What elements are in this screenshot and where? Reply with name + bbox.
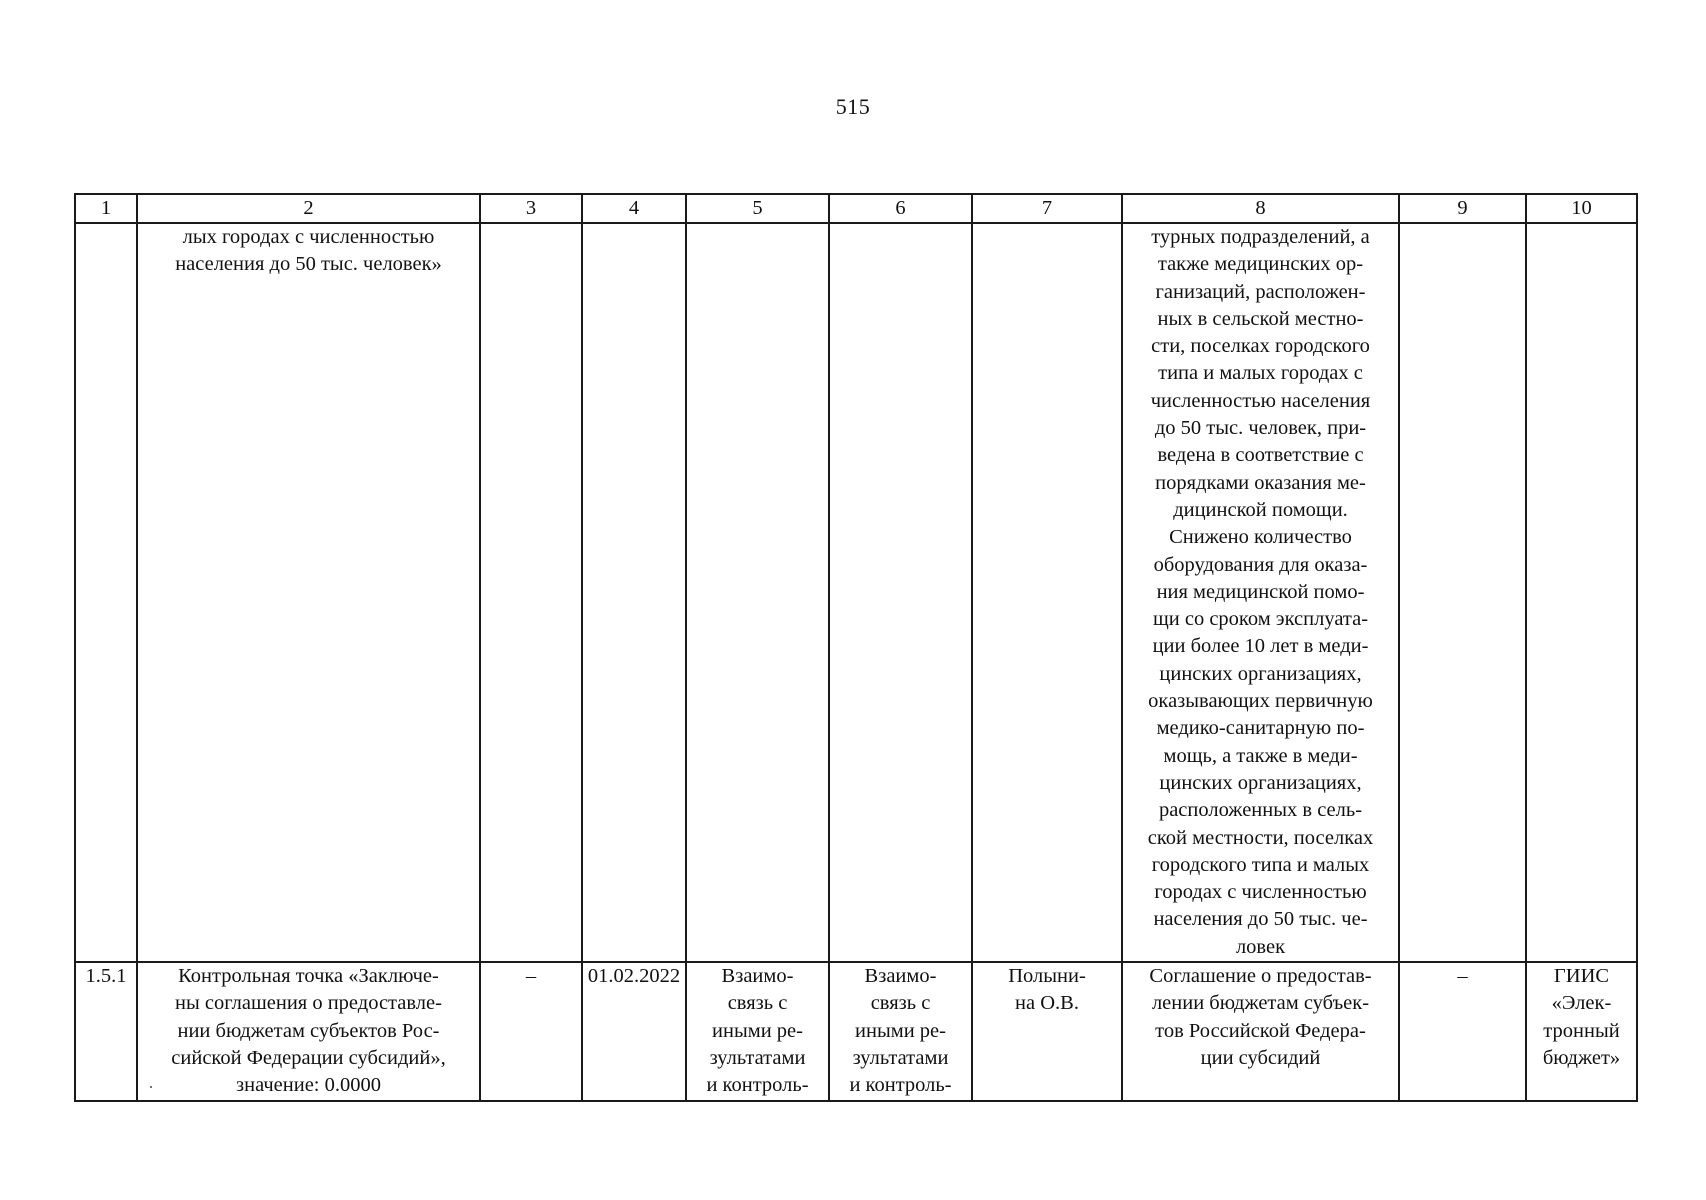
table-row — [75, 962, 1637, 1100]
cell-number — [75, 223, 137, 962]
column-header: 1 — [75, 194, 137, 223]
scan-speck — [150, 1086, 152, 1088]
cell-level: – — [1399, 962, 1526, 1100]
cell-level — [1399, 223, 1526, 962]
column-header: 3 — [480, 194, 582, 223]
column-header: 6 — [829, 194, 972, 223]
cell-name: Контрольная точка «Заключе- ны соглашения о предоставле- нии бюджетам субъектов Рос- сийской Федерации субсидий», значение: 0.0000 — [137, 962, 480, 1100]
column-header: 9 — [1399, 194, 1526, 223]
cell-name: лых городах с численностью населения до 50 тыс. человек» — [137, 223, 480, 962]
cell-predecessors: Взаимо- связь с иными ре- зультатами и контроль- — [686, 962, 829, 1100]
column-header: 7 — [972, 194, 1122, 223]
cell-end-date — [582, 223, 686, 962]
table-row-continuation — [75, 223, 1637, 962]
cell-start-date: – — [480, 962, 582, 1100]
column-header: 5 — [686, 194, 829, 223]
cell-info-system — [1526, 223, 1637, 962]
cell-result-description: Соглашение о предостав- лении бюджетам субъек- тов Российской Федера- ции субсидий — [1122, 962, 1399, 1100]
column-header: 8 — [1122, 194, 1399, 223]
page-number: 515 — [835, 94, 871, 119]
table-header-row — [75, 194, 1637, 223]
column-header: 4 — [582, 194, 686, 223]
column-header: 2 — [137, 194, 480, 223]
document-table — [74, 193, 1638, 1102]
cell-successors — [829, 223, 972, 962]
cell-end-date: 01.02.2022 — [582, 962, 686, 1100]
cell-number: 1.5.1 — [75, 962, 137, 1100]
cell-start-date — [480, 223, 582, 962]
column-header: 10 — [1526, 194, 1637, 223]
cell-successors: Взаимо- связь с иными ре- зультатами и контроль- — [829, 962, 972, 1100]
cell-predecessors — [686, 223, 829, 962]
cell-responsible: Полыни- на О.В. — [972, 962, 1122, 1100]
document-table-container — [74, 193, 1636, 1102]
cell-responsible — [972, 223, 1122, 962]
cell-info-system: ГИИС «Элек- тронный бюджет» — [1526, 962, 1637, 1100]
cell-result-description: турных подразделений, а также медицинских ор- ганизаций, расположен- ных в сельской местно- сти, поселках городского типа и малых городах с численностью населения до 50 тыс. человек, при- ведена в соответствие с порядками оказания ме- дицинской помощи. Снижено количество оборудования для оказа- ния медицинской помо- щи со сроком эксплуата- ции более 10 лет в меди- цинских организациях, оказывающих первичную медико-санитарную по- мощь, а также в меди- цинских организациях, расположенных в сель- ской местности, поселках городского типа и малых городах с численностью населения до 50 тыс. че- ловек — [1122, 223, 1399, 962]
